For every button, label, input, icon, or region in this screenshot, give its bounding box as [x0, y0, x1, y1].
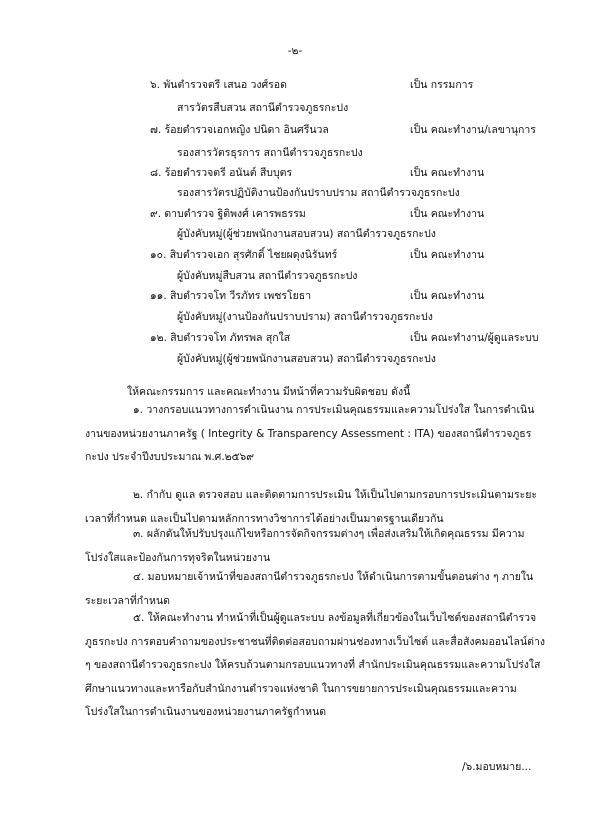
member-name: ๙. ดาบตำรวจ ฐิติพงศ์ เคารพธรรม — [150, 208, 306, 220]
duty-paragraph: ๓. ผลักดันให้ปรับปรุงแก้ไขหรือการจัดกิจกรรมต่างๆ เพื่อส่งเสริมให้เกิดคุณธรรม มีความโปร่งใสและป้องกันการทุจริตในหน่วยงาน — [85, 528, 525, 564]
member-name: ๖. พันตำรวจตรี เสนอ วงศ์รอด — [150, 79, 287, 91]
member-name: ๘. ร้อยตำรวจตรี อนันต์ สีบบุตร — [150, 167, 293, 179]
member-position: รองสารวัตรปฏิบัติงานป้องกันปราบปราม สถานีตำรวจภูธรกะปง — [177, 187, 460, 199]
member-position: ผู้บังคับหมู่(ผู้ช่วยพนักงานสอบสวน) สถานีตำรวจภูธรกะปง — [177, 353, 436, 365]
member-name: ๑๒. สิบตำรวจโท ภัทรพล สุกใส — [150, 332, 291, 344]
member-position: สารวัตรสืบสวน สถานีตำรวจภูธรกะปง — [177, 102, 349, 114]
member-name: ๑๑. สิบตำรวจโท วีรภัทร เพชรโยธา — [150, 290, 312, 302]
member-name: ๗. ร้อยตำรวจเอกหญิง ปนิดา อินศรีนวล — [150, 124, 329, 136]
member-role: เป็น คณะทำงาน — [410, 290, 485, 302]
member-role: เป็น คณะทำงาน/เลขานุการ — [410, 124, 536, 136]
duty-paragraph: ๒. กำกับ ดูแล ตรวจสอบ และติดตามการประเมิน ให้เป็นไปตามกรอบการประเมินตามระยะเวลาที่กำหนด และเป็นไปตามหลักการทางวิชาการได้อย่างเป็นมาตรฐานเดียวกัน — [85, 489, 538, 525]
member-role: เป็น คณะทำงาน/ผู้ดูแลระบบ — [410, 332, 539, 344]
continuation-note: /๖.มอบหมาย... — [462, 761, 532, 773]
member-role: เป็น คณะทำงาน — [410, 249, 485, 261]
member-position: ผู้บังคับหมู่(ผู้ช่วยพนักงานสอบสวน) สถานีตำรวจภูธรกะปง — [177, 228, 436, 240]
duty-paragraph: ๔. มอบหมายเจ้าหน้าที่ของสถานีตำรวจภูธรกะปง ให้ดำเนินการตามขั้นตอนต่าง ๆ ภายในระยะเวลาที่กำหนด — [85, 571, 534, 607]
member-position: ผู้บังคับหมู่(งานป้องกันปราบปราม) สถานีตำรวจภูธรกะปง — [177, 311, 433, 323]
duty-paragraph: ๕. ให้คณะทำงาน ทำหน้าที่เป็นผู้ดูแลระบบ ลงข้อมูลที่เกี่ยวข้องในเว็บไซต์ของสถานีตำรวจภูธรกะปง การตอบคำถามของประชาชนที่ติดต่อสอบถามผ่านช่องทางเว็บไซต์ และสื่อสังคมออนไลน์ต่าง ๆ ของสถานีตำรวจภูธรกะปง ให้ครบถ้วนตามกรอบแนวทางที่ สำนักประเมินคุณธรรมและความโปร่งใส ศึกษาแนวทางและหารือกับสำนักงานตำรวจแห่งชาติ ในการขยายการประเมินคุณธรรมและความโปร่งใสในการดำเนินงานของหน่วยงานภาครัฐกำหนด — [85, 612, 546, 718]
member-role: เป็น คณะทำงาน — [410, 208, 485, 220]
member-role: เป็น กรรมการ — [410, 79, 474, 91]
member-position: รองสารวัตรธุรการ สถานีตำรวจภูธรกะปง — [177, 147, 363, 159]
duties-intro: ให้คณะกรรมการ และคณะทำงาน มีหน้าที่ความรับผิดชอบ ดังนี้ — [127, 386, 411, 398]
member-role: เป็น คณะทำงาน — [410, 167, 485, 179]
duty-paragraph: ๑. วางกรอบแนวทางการดำเนินงาน การประเมินคุณธรรมและความโปร่งใส ในการดำเนินงานของหน่วยงานภาครัฐ ( Integrity & Transparency Assessment : ITA) ของสถานีตำรวจภูธรกะปง ประจำปีงบประมาณ พ.ศ.๒๕๖๙ — [85, 404, 535, 463]
member-position: ผู้บังคับหมู่สืบสวน สถานีตำรวจภูธรกะปง — [177, 270, 358, 282]
page-number: -๒- — [287, 45, 303, 57]
member-name: ๑๐. สิบตำรวจเอก สุรศักดิ์ ไชยผดุงนิรันทร์ — [150, 249, 338, 261]
